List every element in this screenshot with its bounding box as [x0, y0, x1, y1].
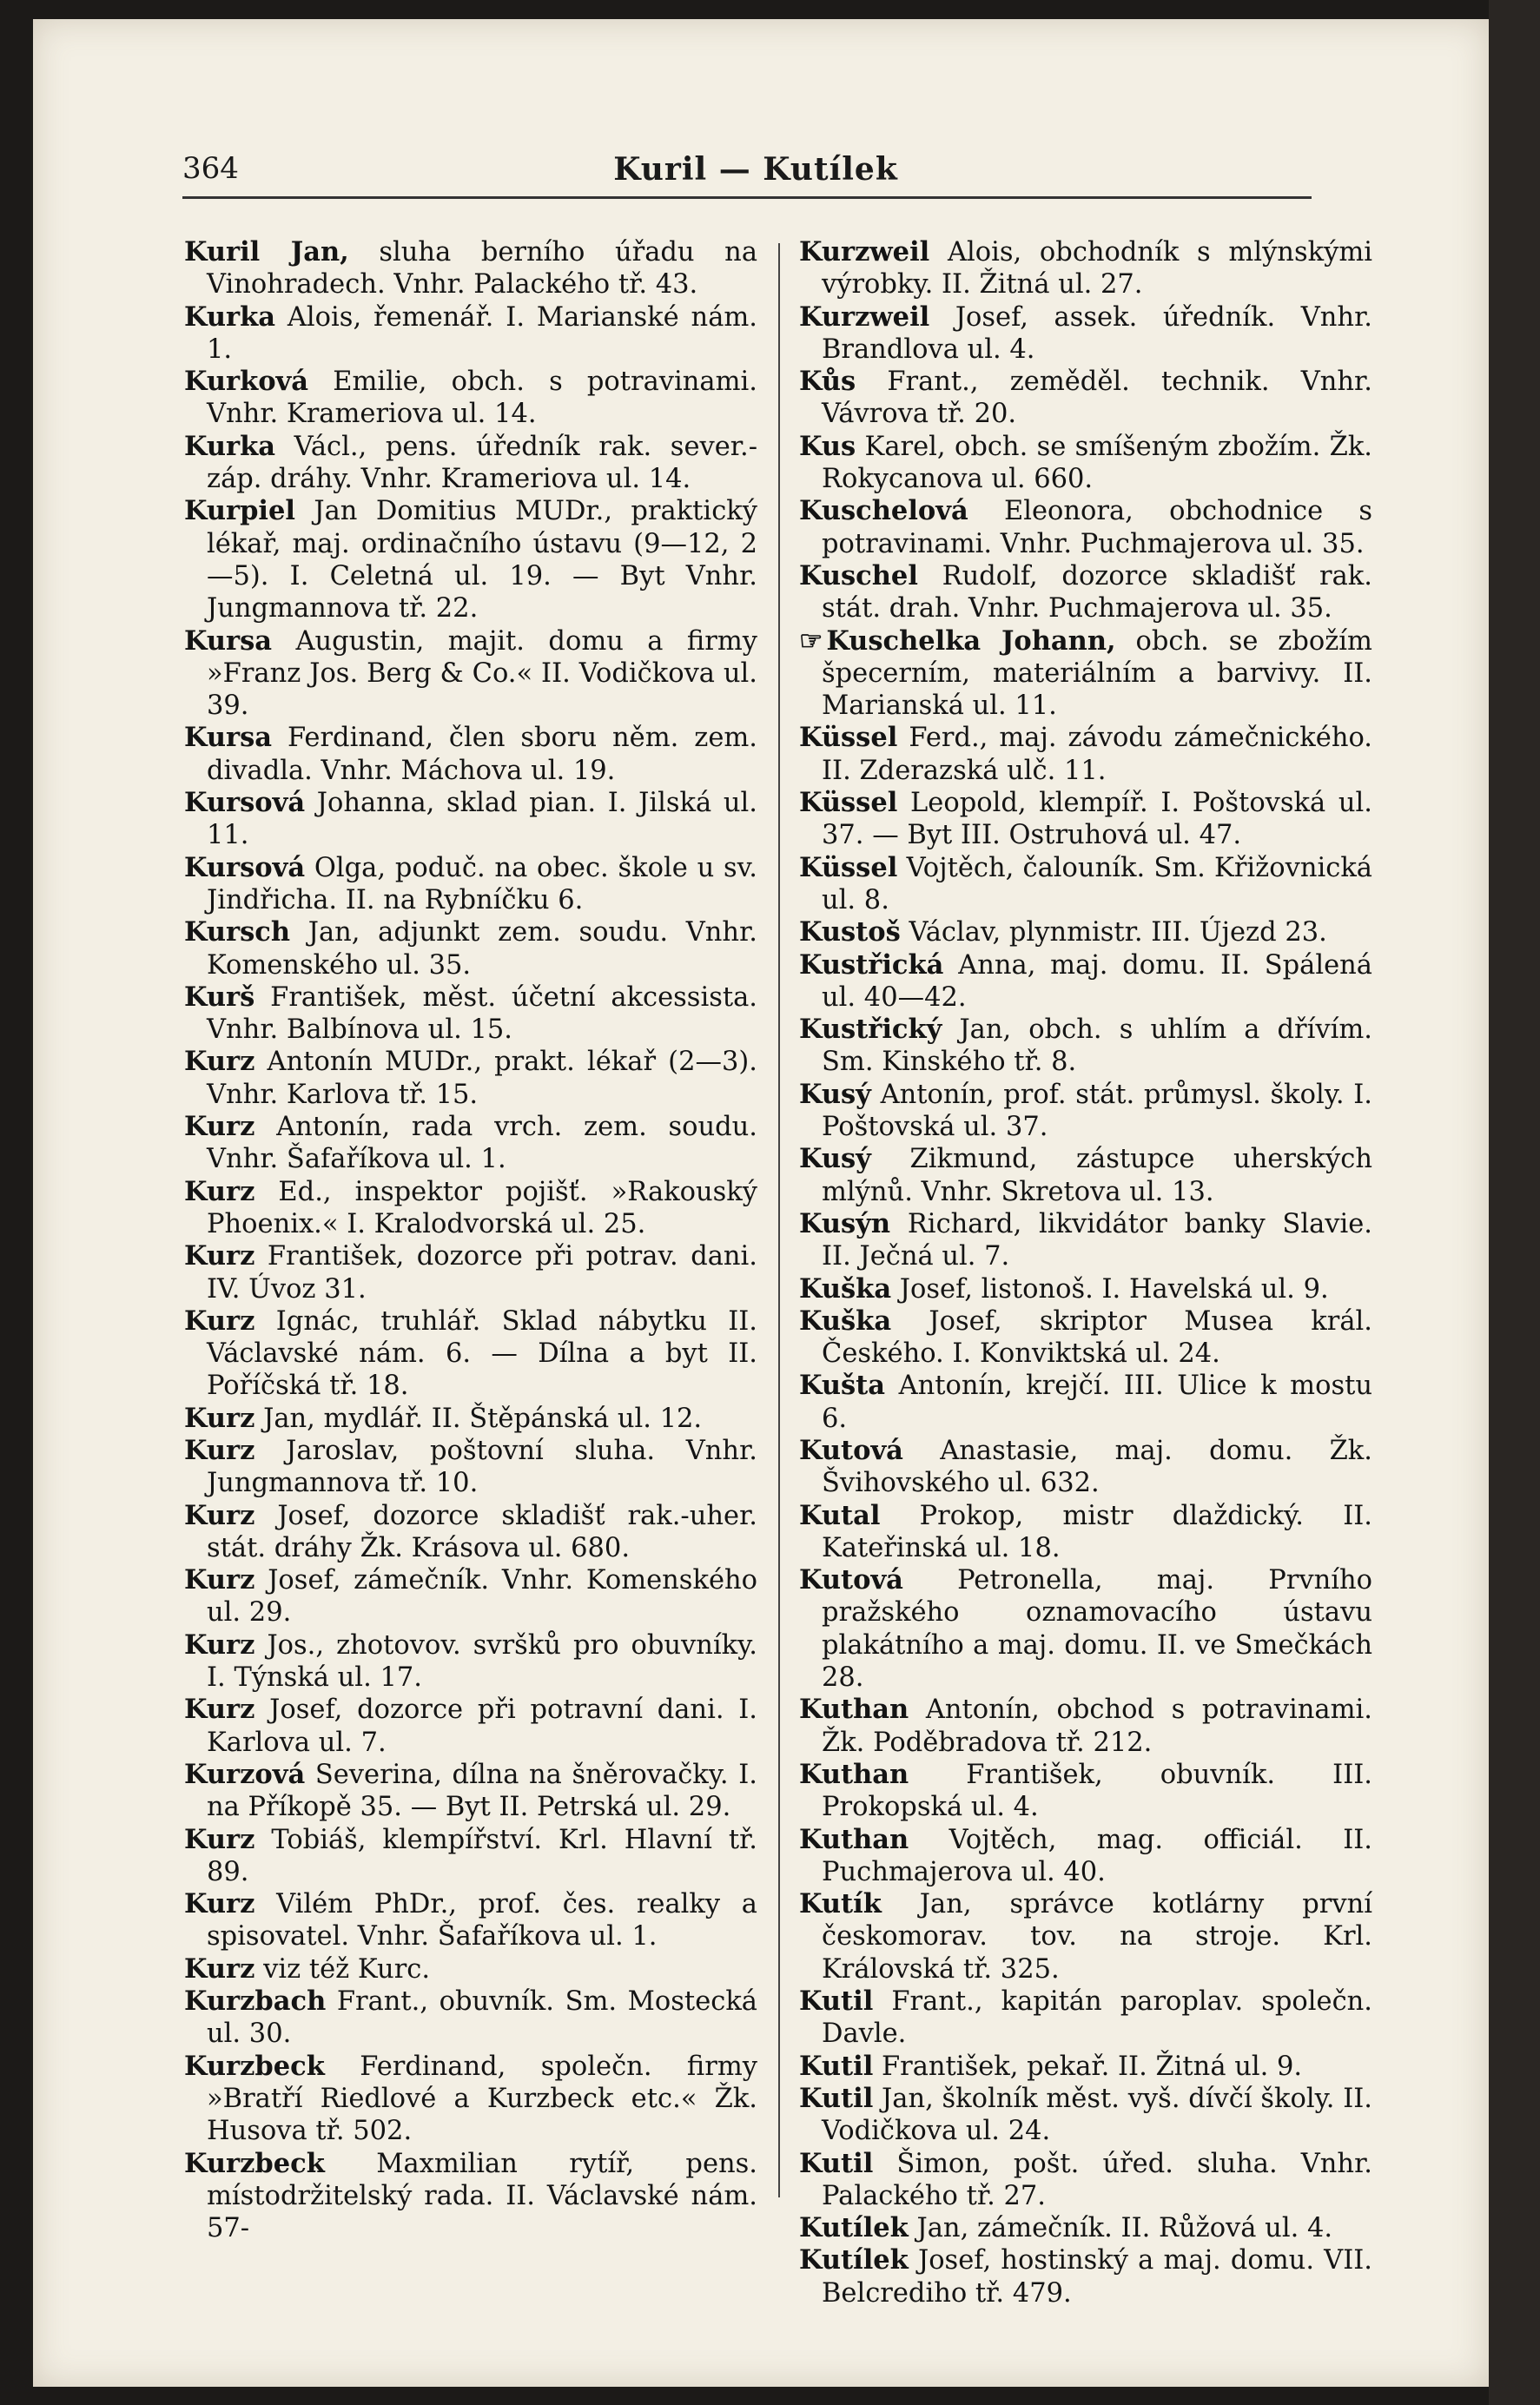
entry-details: Olga, poduč. na obec. škole u sv. Jindřicha. II. na Rybníčku 6.	[207, 852, 757, 915]
entry-details: Ed., inspektor pojišť. »Rakouský Phoenix.« I. Kralodvorská ul. 25.	[207, 1176, 757, 1239]
directory-entry	[799, 2244, 1372, 2309]
entry-details: Šimon, pošt. úřed. sluha. Vnhr. Palackého tř. 27.	[822, 2148, 1373, 2211]
entry-surname: Kustoš	[799, 916, 901, 948]
entry-details: Ferd., maj. závodu zámečnického. II. Zderazská ulč. 11.	[822, 723, 1372, 786]
entry-details: Alois, řemenář. I. Marianské nám. 1.	[207, 301, 758, 365]
directory-entry	[184, 1694, 757, 1759]
pointing-hand-icon: ☞	[799, 624, 823, 657]
left-column	[184, 236, 757, 2244]
entry-surname: Küssel	[799, 851, 898, 883]
page-header	[148, 146, 1364, 198]
entry-details: Josef, listonoš. I. Havelská ul. 9.	[899, 1273, 1329, 1305]
entry-surname: Küssel	[799, 722, 898, 754]
directory-entry	[184, 916, 757, 981]
header-rule	[182, 196, 1312, 199]
page-edge-shadow	[1489, 0, 1540, 2405]
entry-details: Jan, adjunkt zem. soudu. Vnhr. Komenského ul. 35.	[207, 917, 757, 981]
entry-surname: Kursa	[184, 624, 273, 657]
entry-details: Anna, maj. domu. II. Spálená ul. 40—42.	[822, 949, 1372, 1013]
entry-details: František, obuvník. III. Prokopská ul. 4.	[822, 1759, 1372, 1823]
entry-surname: Kuška	[799, 1272, 892, 1305]
entry-surname: Kurpiel	[184, 495, 295, 527]
entry-surname: Kurzbeck	[184, 2147, 325, 2179]
entry-details: Prokop, mistr dlaždický. II. Kateřinská ul. 18.	[822, 1500, 1372, 1563]
directory-entry	[799, 495, 1372, 560]
directory-entry	[799, 560, 1372, 625]
entry-details: Antonín, prof. stát. průmysl. školy. I. Poštovská ul. 37.	[822, 1079, 1373, 1143]
entry-details: Frant., zeměděl. technik. Vnhr. Vávrova tř. 20.	[822, 367, 1372, 430]
directory-entry	[184, 1759, 757, 1824]
entry-surname: Kurz	[184, 1694, 255, 1726]
entry-details: Antonín, rada vrch. zem. soudu. Vnhr. Šafaříkova ul. 1.	[207, 1112, 758, 1175]
entry-surname: Kurzbeck	[184, 2050, 325, 2082]
running-head: Kuril — Kutílek	[613, 151, 898, 188]
entry-details: Jan Domitius MUDr., praktický lékař, maj. ordinačního ústavu (9—12, 2—5). I. Celetná ul. 19. — Byt Vnhr. Jungmannova tř. 22.	[207, 496, 757, 624]
entry-surname: Kuril Jan,	[184, 236, 349, 268]
entry-surname: Küssel	[799, 787, 898, 819]
directory-entry	[184, 1111, 757, 1176]
entry-surname: Kurz	[184, 1175, 255, 1207]
directory-entry	[184, 2148, 757, 2245]
entry-details: Jaroslav, poštovní sluha. Vnhr. Jungmannova tř. 10.	[207, 1435, 757, 1499]
entry-surname: Kuschelka Johann,	[826, 624, 1116, 657]
entry-details: František, měst. účetní akcessista. Vnhr. Balbínova ul. 15.	[207, 981, 757, 1046]
entry-surname: Kurš	[184, 981, 255, 1013]
directory-entry	[799, 1014, 1372, 1079]
entry-details: Eleonora, obchodnice s potravinami. Vnhr. Puchmajerova ul. 35.	[822, 496, 1372, 559]
entry-details: Emilie, obch. s potravinami. Vnhr. Krameriova ul. 14.	[207, 367, 757, 430]
entry-surname: Kurzweil	[799, 236, 930, 268]
directory-entry	[184, 366, 757, 431]
entry-surname: Kursa	[184, 722, 273, 754]
directory-entry	[799, 1435, 1372, 1500]
entry-surname: Kurz	[184, 1823, 255, 1855]
entry-details: Vilém PhDr., prof. čes. realky a spisovatel. Vnhr. Šafaříkova ul. 1.	[207, 1889, 757, 1952]
entry-surname: Kutal	[799, 1499, 881, 1531]
entry-details: Leopold, klempíř. I. Poštovská ul. 37. — Byt III. Ostruhová ul. 47.	[822, 788, 1372, 851]
entry-details: Frant., obuvník. Sm. Mostecká ul. 30.	[207, 1986, 757, 2050]
entry-details: Antonín MUDr., prakt. lékař (2—3). Vnhr. Karlova tř. 15.	[207, 1047, 757, 1110]
directory-entry	[184, 301, 757, 367]
entry-surname: Kutil	[799, 2050, 874, 2082]
directory-entry	[184, 1564, 757, 1629]
entry-surname: Kurka	[184, 301, 275, 333]
directory-entry	[799, 722, 1372, 787]
entry-surname: Kurz	[184, 1888, 255, 1920]
entry-surname: Kursová	[184, 787, 306, 819]
entry-surname: Kutík	[799, 1888, 882, 1920]
directory-entry	[799, 301, 1372, 367]
entry-surname: Kutová	[799, 1564, 903, 1596]
directory-entry	[184, 1176, 757, 1241]
directory-entry	[799, 1273, 1372, 1305]
directory-entry	[799, 1564, 1372, 1694]
directory-entry	[799, 916, 1372, 948]
directory-entry	[799, 2212, 1372, 2244]
entry-surname: Kůs	[799, 366, 856, 398]
directory-entry	[184, 495, 757, 624]
right-column	[799, 236, 1372, 2309]
entry-details: Frant., kapitán paroplav. společn. Davle.	[822, 1986, 1372, 2050]
directory-entry	[799, 1500, 1372, 1565]
page-number: 364	[182, 151, 239, 186]
directory-entry	[799, 1079, 1372, 1144]
directory-entry	[184, 625, 757, 723]
directory-entry	[184, 1240, 757, 1305]
directory-entry	[184, 431, 757, 496]
directory-entry	[184, 1629, 757, 1695]
entry-surname: Kuthan	[799, 1758, 909, 1790]
directory-entry	[799, 1305, 1372, 1371]
entry-details: Ferdinand, člen sboru něm. zem. divadla. Vnhr. Máchova ul. 19.	[207, 723, 757, 786]
entry-details: Rudolf, dozorce skladišť rak. stát. drah. Vnhr. Puchmajerova ul. 35.	[822, 560, 1372, 624]
entry-surname: Kurz	[184, 1111, 255, 1143]
directory-entry	[799, 431, 1372, 496]
entry-details: Josef, dozorce skladišť rak.-uher. stát. dráhy Žk. Krásova ul. 680.	[207, 1500, 757, 1563]
entry-surname: Kurz	[184, 1305, 255, 1337]
entry-surname: Kutová	[799, 1434, 903, 1466]
entry-details: Vojtěch, čalouník. Sm. Křižovnická ul. 8.	[822, 852, 1372, 915]
entry-surname: Kutil	[799, 1985, 874, 2018]
directory-entry	[184, 852, 757, 917]
entry-surname: Kurz	[184, 1434, 255, 1466]
column-divider	[778, 243, 780, 2197]
entry-details: viz též Kurc.	[263, 1953, 431, 1985]
directory-entry	[799, 1370, 1372, 1435]
directory-entry	[799, 949, 1372, 1014]
entry-surname: Kurzová	[184, 1758, 306, 1790]
directory-entry	[799, 1208, 1372, 1273]
entry-surname: Kuthan	[799, 1694, 909, 1726]
entry-details: Jan, školník měst. vyš. dívčí školy. II. Vodičkova ul. 24.	[822, 2083, 1372, 2147]
entry-details: sluha berního úřadu na Vinohradech. Vnhr. Palackého tř. 43.	[207, 237, 757, 301]
entry-details: Jos., zhotovov. svršků pro obuvníky. I. Týnská ul. 17.	[207, 1629, 757, 1694]
entry-surname: Kurz	[184, 1499, 255, 1531]
directory-entry	[184, 981, 757, 1047]
directory-entry	[184, 2051, 757, 2148]
entry-details: Ignác, truhlář. Sklad nábytku II. Václavské nám. 6. — Dílna a byt II. Poříčská tř. 18.	[207, 1305, 757, 1402]
directory-entry	[799, 852, 1372, 917]
entry-details: Josef, zámečník. Vnhr. Komenského ul. 29.	[207, 1565, 757, 1629]
directory-entry	[799, 1143, 1372, 1208]
directory-entry	[184, 722, 757, 787]
entry-details: Jan, mydlář. II. Štěpánská ul. 12.	[263, 1403, 703, 1434]
entry-surname: Kustřický	[799, 1014, 942, 1046]
directory-entry	[184, 1046, 757, 1111]
directory-entry	[799, 366, 1372, 431]
directory-entry	[799, 2051, 1372, 2083]
entry-details: Václ., pens. úředník rak. sever.-záp. dráhy. Vnhr. Krameriova ul. 14.	[207, 431, 758, 495]
entry-surname: Kuthan	[799, 1823, 909, 1855]
entry-surname: Kuschelová	[799, 495, 968, 527]
directory-entry	[184, 1305, 757, 1403]
entry-surname: Kursch	[184, 916, 290, 948]
directory-entry	[184, 1953, 757, 1985]
entry-surname: Kurz	[184, 1629, 255, 1661]
entry-surname: Kurz	[184, 1402, 255, 1434]
entry-details: Severina, dílna na šněrovačky. I. na Příkopě 35. — Byt II. Petrská ul. 29.	[207, 1759, 757, 1823]
entry-surname: Kuška	[799, 1305, 892, 1337]
entry-surname: Kurz	[184, 1564, 255, 1596]
entry-details: Antonín, krejčí. III. Ulice k mostu 6.	[822, 1371, 1372, 1434]
directory-entry	[184, 1500, 757, 1565]
entry-surname: Kurková	[184, 366, 309, 398]
entry-surname: Kurka	[184, 430, 275, 462]
entry-surname: Kušta	[799, 1370, 886, 1402]
entry-details: Alois, obchodník s mlýnskými výrobky. II. Žitná ul. 27.	[822, 237, 1372, 301]
entry-details: Johanna, sklad pian. I. Jilská ul. 11.	[207, 788, 757, 851]
entry-details: Jan, správce kotlárny první českomorav. tov. na stroje. Krl. Královská tř. 325.	[822, 1889, 1372, 1985]
directory-entry	[799, 1694, 1372, 1759]
entry-details: Ferdinand, společn. firmy »Bratří Riedlové a Kurzbeck etc.« Žk. Husova tř. 502.	[207, 2051, 757, 2147]
entry-details: Vojtěch, mag. officiál. II. Puchmajerova ul. 40.	[822, 1824, 1372, 1887]
entry-surname: Kustřická	[799, 948, 944, 981]
directory-entry	[184, 1824, 757, 1889]
entry-surname: Kuschel	[799, 559, 918, 591]
entry-details: Václav, plynmistr. III. Újezd 23.	[909, 917, 1327, 948]
directory-entry	[184, 236, 757, 301]
directory-entry	[799, 787, 1372, 852]
directory-entry	[799, 625, 1372, 723]
entry-surname: Kusý	[799, 1078, 871, 1110]
entry-details: František, pekař. II. Žitná ul. 9.	[881, 2051, 1303, 2082]
entry-surname: Kutílek	[799, 2244, 909, 2276]
directory-entry	[184, 1435, 757, 1500]
directory-entry	[184, 787, 757, 852]
entry-surname: Kurz	[184, 1240, 255, 1272]
entry-surname: Kurz	[184, 1952, 255, 1985]
directory-entry	[799, 1888, 1372, 1985]
directory-entry	[799, 1759, 1372, 1824]
entry-details: Josef, hostinský a maj. domu. VII. Belcrediho tř. 479.	[822, 2245, 1372, 2309]
entry-details: Anastasie, maj. domu. Žk. Švihovského ul. 632.	[822, 1435, 1372, 1499]
directory-entry	[799, 236, 1372, 301]
entry-surname: Kusý	[799, 1143, 871, 1175]
entry-surname: Kutílek	[799, 2212, 909, 2244]
entry-details: Karel, obch. se smíšeným zbožím. Žk. Rokycanova ul. 660.	[822, 431, 1372, 495]
entry-surname: Kusýn	[799, 1207, 891, 1239]
entry-surname: Kutil	[799, 2082, 874, 2114]
entry-details: Richard, likvidátor banky Slavie. II. Ječná ul. 7.	[822, 1208, 1372, 1272]
entry-details: Zikmund, zástupce uherských mlýnů. Vnhr. Skretova ul. 13.	[822, 1144, 1372, 1207]
entry-surname: Kurz	[184, 1046, 255, 1078]
directory-entry	[184, 1888, 757, 1953]
entry-details: Josef, dozorce při potravní dani. I. Karlova ul. 7.	[207, 1695, 757, 1758]
entry-surname: Kursová	[184, 851, 306, 883]
directory-entry	[799, 1985, 1372, 2051]
entry-details: Josef, assek. úředník. Vnhr. Brandlova ul. 4.	[822, 301, 1372, 365]
entry-surname: Kutil	[799, 2147, 874, 2179]
entry-details: Jan, obch. s uhlím a dřívím. Sm. Kinského tř. 8.	[822, 1014, 1372, 1078]
entry-details: Maxmilian rytíř, pens. místodržitelský rada. II. Václavské nám. 57-	[207, 2148, 757, 2244]
entry-details: obch. se zbožím špecerním, materiálním a barvivy. II. Marianská ul. 11.	[822, 625, 1372, 722]
directory-entry	[799, 2148, 1372, 2213]
directory-entry	[799, 1824, 1372, 1889]
entry-details: Tobiáš, klempířství. Krl. Hlavní tř. 89.	[207, 1824, 758, 1887]
entry-details: Petronella, maj. Prvního pražského oznamovacího ústavu plakátního a maj. domu. II. ve Smečkách 28.	[822, 1565, 1372, 1694]
directory-entry	[799, 2083, 1372, 2148]
entry-details: Josef, skriptor Musea král. Českého. I. Konviktská ul. 24.	[822, 1305, 1372, 1370]
entry-details: František, dozorce při potrav. dani. IV. Úvoz 31.	[207, 1241, 757, 1305]
entry-details: Augustin, majit. domu a firmy »Franz Jos. Berg & Co.« II. Vodičkova ul. 39.	[207, 625, 757, 722]
entry-surname: Kurzbach	[184, 1985, 327, 2018]
entry-details: Jan, zámečník. II. Růžová ul. 4.	[916, 2213, 1333, 2244]
entry-surname: Kus	[799, 430, 856, 462]
entry-surname: Kurzweil	[799, 301, 930, 333]
entry-details: Antonín, obchod s potravinami. Žk. Poděbradova tř. 212.	[822, 1695, 1372, 1758]
directory-entry	[184, 1403, 757, 1435]
directory-entry	[184, 1985, 757, 2051]
